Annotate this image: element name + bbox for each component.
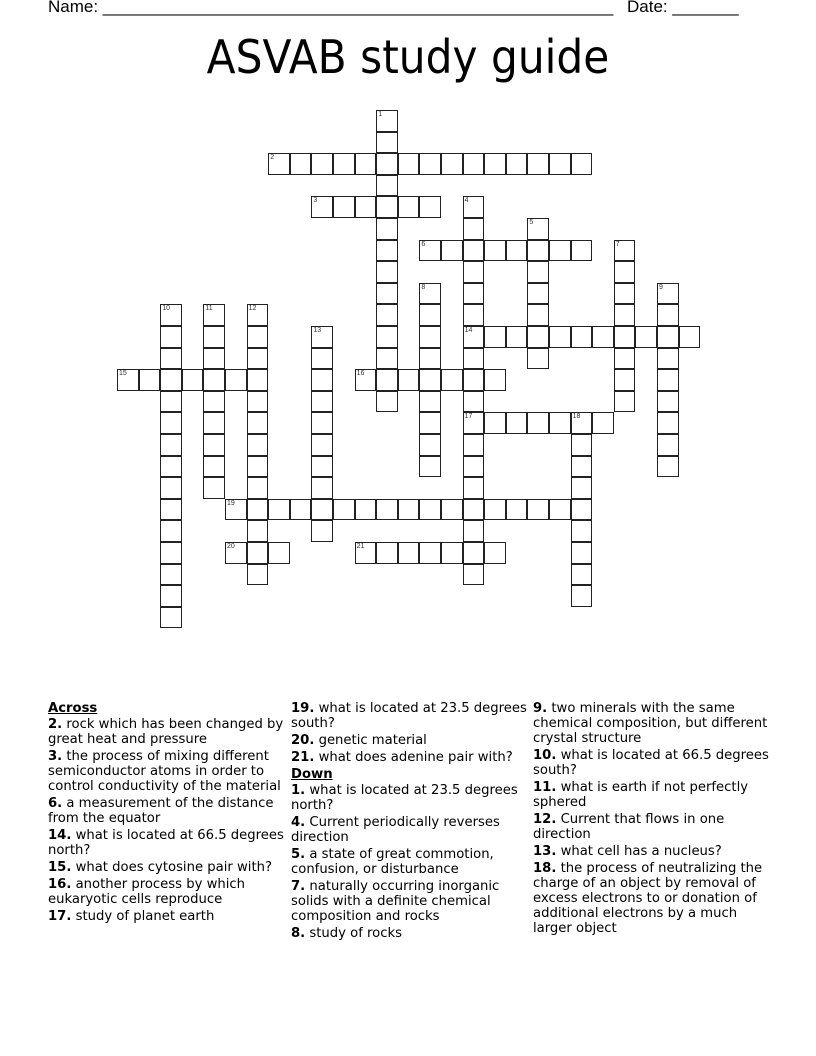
grid-cell[interactable] (549, 412, 571, 434)
grid-cell[interactable] (527, 261, 549, 283)
clue-item (291, 815, 527, 845)
clue-item (291, 750, 527, 765)
grid-cell[interactable] (160, 434, 182, 456)
clue-number: 2. (48, 717, 63, 732)
clue-number: 3 (313, 197, 318, 205)
grid-cell[interactable] (247, 326, 269, 348)
clue-number: 12. (533, 812, 557, 827)
grid-cell[interactable] (376, 153, 398, 175)
grid-cell[interactable] (311, 456, 333, 478)
clue-item (533, 701, 769, 746)
clue-item (48, 749, 284, 794)
clue-number: 5. (291, 847, 306, 862)
grid-cell[interactable] (376, 132, 398, 154)
across-clue-list (48, 717, 284, 924)
grid-cell[interactable] (419, 283, 441, 305)
grid-cell[interactable] (527, 326, 549, 348)
clue-text: what is located at 23.5 degrees north? (291, 783, 518, 813)
clue-item (291, 701, 527, 731)
across-clue-list-continued (291, 701, 527, 765)
grid-cell[interactable] (419, 240, 441, 262)
grid-cell[interactable] (463, 218, 485, 240)
grid-cell[interactable] (355, 153, 377, 175)
clue-number: 13. (533, 844, 557, 859)
clue-number: 9 (659, 283, 663, 291)
grid-cell[interactable] (290, 153, 312, 175)
clue-text: another process by which eukaryotic cells reproduce (48, 877, 245, 907)
clue-number: 18. (533, 861, 557, 876)
grid-cell[interactable] (527, 153, 549, 175)
grid-cell[interactable] (419, 434, 441, 456)
grid-cell[interactable] (571, 542, 593, 564)
grid-cell[interactable] (311, 196, 333, 218)
clue-number: 16. (48, 877, 72, 892)
clue-item (291, 926, 527, 941)
grid-cell[interactable] (311, 153, 333, 175)
grid-cell[interactable] (463, 369, 485, 391)
clue-item (48, 860, 284, 875)
grid-cell[interactable] (311, 348, 333, 370)
grid-cell[interactable] (247, 477, 269, 499)
grid-cell[interactable] (376, 175, 398, 197)
grid-cell[interactable] (203, 348, 225, 370)
grid-cell[interactable] (160, 391, 182, 413)
grid-cell[interactable] (571, 499, 593, 521)
clue-number: 4. (291, 815, 306, 830)
clue-number: 17 (464, 413, 473, 421)
grid-cell[interactable] (441, 499, 463, 521)
grid-cell[interactable] (463, 283, 485, 305)
clue-text: what cell has a nucleus? (556, 844, 722, 859)
clue-number: 7. (291, 879, 306, 894)
grid-cell[interactable] (527, 218, 549, 240)
grid-cell[interactable] (549, 240, 571, 262)
clue-number: 6. (48, 796, 63, 811)
grid-cell[interactable] (376, 542, 398, 564)
grid-cell[interactable] (311, 499, 333, 521)
grid-cell[interactable] (355, 369, 377, 391)
grid-cell[interactable] (441, 542, 463, 564)
grid-cell[interactable] (506, 153, 528, 175)
name-blank[interactable]: ______________________________________________________ (102, 0, 614, 16)
grid-cell[interactable] (419, 542, 441, 564)
grid-cell[interactable] (160, 585, 182, 607)
clue-number: 3. (48, 749, 63, 764)
grid-cell[interactable] (333, 196, 355, 218)
grid-cell[interactable] (527, 283, 549, 305)
grid-cell[interactable] (614, 348, 636, 370)
clue-number: 1. (291, 783, 306, 798)
grid-cell[interactable] (247, 434, 269, 456)
grid-cell[interactable] (311, 326, 333, 348)
clue-text: genetic material (314, 733, 427, 748)
grid-cell[interactable] (203, 456, 225, 478)
grid-cell[interactable] (117, 369, 139, 391)
grid-cell[interactable] (549, 153, 571, 175)
grid-cell[interactable] (376, 196, 398, 218)
grid-cell[interactable] (311, 477, 333, 499)
clue-number: 14 (464, 327, 473, 334)
grid-cell[interactable] (441, 153, 463, 175)
grid-cell[interactable] (657, 348, 679, 370)
grid-cell[interactable] (203, 304, 225, 326)
grid-cell[interactable] (527, 348, 549, 370)
grid-cell[interactable] (419, 326, 441, 348)
grid-cell[interactable] (419, 304, 441, 326)
grid-cell[interactable] (225, 499, 247, 521)
grid-cell[interactable] (527, 412, 549, 434)
grid-cell[interactable] (203, 434, 225, 456)
grid-cell[interactable] (463, 477, 485, 499)
grid-cell[interactable] (419, 348, 441, 370)
grid-cell[interactable] (160, 326, 182, 348)
clue-text: what does adenine pair with? (314, 750, 513, 765)
page-title: ASVAB study guide (206, 30, 610, 84)
grid-cell[interactable] (247, 369, 269, 391)
grid-cell[interactable] (355, 499, 377, 521)
clue-item (291, 733, 527, 748)
grid-cell[interactable] (527, 304, 549, 326)
clue-number: 20 (227, 543, 235, 550)
clue-number: 16 (356, 370, 365, 378)
grid-cell[interactable] (657, 369, 679, 391)
grid-cell[interactable] (419, 196, 441, 218)
clue-item (48, 717, 284, 747)
grid-cell[interactable] (679, 326, 701, 348)
grid-cell[interactable] (376, 261, 398, 283)
grid-cell[interactable] (549, 326, 571, 348)
grid-cell[interactable] (549, 499, 571, 521)
clue-number: 2 (270, 154, 275, 162)
clue-text: naturally occurring inorganic solids with a definite chemical composition and rocks (291, 879, 500, 924)
grid-cell[interactable] (463, 499, 485, 521)
grid-cell[interactable] (527, 240, 549, 262)
clue-number: 13 (313, 327, 322, 334)
clue-number: 15. (48, 860, 72, 875)
grid-cell[interactable] (484, 240, 506, 262)
grid-cell[interactable] (160, 499, 182, 521)
grid-cell[interactable] (614, 326, 636, 348)
grid-cell[interactable] (571, 434, 593, 456)
clue-number: 21. (291, 750, 315, 765)
clues-column-2 (291, 701, 527, 943)
clue-item (291, 879, 527, 924)
grid-cell[interactable] (463, 240, 485, 262)
clue-number: 19. (291, 701, 315, 716)
grid-cell[interactable] (160, 348, 182, 370)
clue-text: study of planet earth (71, 909, 215, 924)
grid-cell[interactable] (614, 369, 636, 391)
clue-text: what is located at 66.5 degrees south? (533, 748, 769, 778)
grid-cell[interactable] (441, 369, 463, 391)
clue-text: rock which has been changed by great heat and pressure (48, 717, 284, 747)
grid-cell[interactable] (484, 326, 506, 348)
grid-cell[interactable] (571, 520, 593, 542)
grid-cell[interactable] (571, 456, 593, 478)
grid-cell[interactable] (614, 261, 636, 283)
grid-cell[interactable] (160, 542, 182, 564)
clue-text: Current periodically reverses direction (291, 815, 500, 845)
grid-cell[interactable] (247, 542, 269, 564)
down-heading: Down (291, 767, 333, 782)
grid-cell[interactable] (441, 240, 463, 262)
grid-cell[interactable] (463, 304, 485, 326)
grid-cell[interactable] (311, 391, 333, 413)
grid-cell[interactable] (247, 412, 269, 434)
clue-text: what is earth if not perfectly sphered (533, 780, 749, 810)
grid-cell[interactable] (203, 326, 225, 348)
grid-cell[interactable] (419, 153, 441, 175)
clue-number: 20. (291, 733, 315, 748)
clue-text: a measurement of the distance from the equator (48, 796, 274, 826)
clue-item (533, 748, 769, 778)
grid-cell[interactable] (484, 369, 506, 391)
grid-cell[interactable] (355, 542, 377, 564)
grid-cell[interactable] (160, 607, 182, 629)
grid-cell[interactable] (463, 564, 485, 586)
grid-cell[interactable] (463, 391, 485, 413)
grid-cell[interactable] (160, 564, 182, 586)
grid-cell[interactable] (268, 542, 290, 564)
across-heading: Across (48, 701, 98, 716)
clue-number: 18 (572, 413, 581, 421)
clue-item (291, 783, 527, 813)
grid-cell[interactable] (160, 304, 182, 326)
clue-text: the process of mixing different semiconductor atoms in order to control conductivity of the material (48, 749, 281, 794)
grid-cell[interactable] (419, 456, 441, 478)
grid-cell[interactable] (506, 412, 528, 434)
grid-cell[interactable] (571, 477, 593, 499)
clues-column-3 (533, 701, 769, 938)
clue-number: 1 (378, 111, 383, 118)
grid-cell[interactable] (419, 499, 441, 521)
name-label: Name: (48, 0, 103, 16)
clue-number: 8. (291, 926, 306, 941)
grid-cell[interactable] (160, 477, 182, 499)
grid-cell[interactable] (311, 520, 333, 542)
grid-cell[interactable] (160, 520, 182, 542)
grid-cell[interactable] (592, 326, 614, 348)
clue-number: 10. (533, 748, 557, 763)
clue-number: 14. (48, 828, 72, 843)
grid-cell[interactable] (160, 456, 182, 478)
grid-cell[interactable] (247, 499, 269, 521)
clue-number: 19 (227, 499, 235, 507)
grid-cell[interactable] (592, 412, 614, 434)
grid-cell[interactable] (571, 240, 593, 262)
grid-cell[interactable] (376, 304, 398, 326)
grid-cell[interactable] (182, 369, 204, 391)
grid-cell[interactable] (376, 218, 398, 240)
grid-cell[interactable] (506, 240, 528, 262)
date-label: Date: (627, 0, 673, 16)
grid-cell[interactable] (614, 283, 636, 305)
clue-number: 15 (119, 370, 127, 378)
clue-item (533, 861, 769, 936)
clue-item (48, 828, 284, 858)
grid-cell[interactable] (203, 391, 225, 413)
grid-cell[interactable] (355, 196, 377, 218)
grid-cell[interactable] (657, 456, 679, 478)
grid-cell[interactable] (333, 499, 355, 521)
clue-text: two minerals with the same chemical composition, but different crystal structure (533, 701, 768, 746)
grid-cell[interactable] (311, 412, 333, 434)
grid-cell[interactable] (376, 369, 398, 391)
clue-item (533, 780, 769, 810)
clue-number: 11 (205, 305, 213, 313)
grid-cell[interactable] (247, 520, 269, 542)
grid-cell[interactable] (398, 499, 420, 521)
grid-cell[interactable] (376, 283, 398, 305)
grid-cell[interactable] (463, 434, 485, 456)
grid-cell[interactable] (160, 369, 182, 391)
grid-cell[interactable] (657, 434, 679, 456)
grid-cell[interactable] (484, 542, 506, 564)
grid-cell[interactable] (463, 326, 485, 348)
grid-cell[interactable] (463, 412, 485, 434)
grid-cell[interactable] (247, 456, 269, 478)
clue-text: study of rocks (305, 926, 403, 941)
down-clue-list (291, 783, 527, 941)
grid-cell[interactable] (225, 542, 247, 564)
grid-cell[interactable] (419, 412, 441, 434)
clue-number: 7 (615, 240, 620, 248)
grid-cell[interactable] (506, 499, 528, 521)
grid-cell[interactable] (614, 391, 636, 413)
grid-cell[interactable] (463, 261, 485, 283)
grid-cell[interactable] (506, 326, 528, 348)
grid-cell[interactable] (376, 110, 398, 132)
clue-item (291, 847, 527, 877)
clue-number: 10 (162, 305, 170, 313)
grid-cell[interactable] (463, 348, 485, 370)
grid-cell[interactable] (571, 326, 593, 348)
clue-item (48, 877, 284, 907)
grid-cell[interactable] (398, 542, 420, 564)
grid-cell[interactable] (311, 434, 333, 456)
grid-cell[interactable] (203, 477, 225, 499)
grid-cell[interactable] (268, 499, 290, 521)
grid-cell[interactable] (376, 240, 398, 262)
grid-cell[interactable] (571, 585, 593, 607)
grid-cell[interactable] (527, 499, 549, 521)
grid-cell[interactable] (635, 326, 657, 348)
grid-cell[interactable] (571, 564, 593, 586)
clue-text: what is located at 66.5 degrees north? (48, 828, 284, 858)
grid-cell[interactable] (160, 412, 182, 434)
clue-item (48, 909, 284, 924)
grid-cell[interactable] (398, 196, 420, 218)
grid-cell[interactable] (398, 153, 420, 175)
clue-number: 17. (48, 909, 72, 924)
grid-cell[interactable] (571, 412, 593, 434)
grid-cell[interactable] (376, 348, 398, 370)
clue-text: a state of great commotion, confusion, or disturbance (291, 847, 494, 877)
clue-number: 12 (248, 305, 257, 313)
grid-cell[interactable] (614, 240, 636, 262)
grid-cell[interactable] (247, 304, 269, 326)
grid-cell[interactable] (398, 369, 420, 391)
grid-cell[interactable] (419, 369, 441, 391)
grid-cell[interactable] (657, 391, 679, 413)
grid-cell[interactable] (268, 153, 290, 175)
clue-text: the process of neutralizing the charge of an object by removal of excess electrons to or donation of additional electrons by a much larger object (533, 861, 763, 936)
clue-number: 4 (464, 197, 469, 205)
grid-cell[interactable] (657, 304, 679, 326)
clue-number: 11. (533, 780, 557, 795)
grid-cell[interactable] (376, 499, 398, 521)
clue-text: Current that flows in one direction (533, 812, 725, 842)
grid-cell[interactable] (203, 369, 225, 391)
clue-number: 5 (529, 219, 534, 226)
grid-cell[interactable] (333, 153, 355, 175)
grid-cell[interactable] (225, 369, 247, 391)
grid-cell[interactable] (203, 412, 225, 434)
clue-item (533, 844, 769, 859)
grid-cell[interactable] (614, 304, 636, 326)
clue-item (48, 796, 284, 826)
clue-number: 6 (421, 240, 426, 248)
clue-number: 8 (421, 283, 426, 291)
grid-cell[interactable] (290, 499, 312, 521)
grid-cell[interactable] (657, 326, 679, 348)
grid-cell[interactable] (376, 326, 398, 348)
grid-cell[interactable] (247, 348, 269, 370)
grid-cell[interactable] (571, 153, 593, 175)
grid-cell[interactable] (657, 283, 679, 305)
grid-cell[interactable] (247, 391, 269, 413)
down-clue-list-continued (533, 701, 769, 936)
grid-cell[interactable] (657, 412, 679, 434)
grid-cell[interactable] (311, 369, 333, 391)
clue-text: what does cytosine pair with? (71, 860, 272, 875)
grid-cell[interactable] (484, 153, 506, 175)
clue-text: what is located at 23.5 degrees south? (291, 701, 527, 731)
clue-item (533, 812, 769, 842)
grid-cell[interactable] (139, 369, 161, 391)
grid-cell[interactable] (463, 153, 485, 175)
grid-cell[interactable] (484, 499, 506, 521)
clues-column-1 (48, 701, 284, 926)
grid-cell[interactable] (419, 391, 441, 413)
grid-cell[interactable] (463, 520, 485, 542)
grid-cell[interactable] (376, 391, 398, 413)
clue-number: 9. (533, 701, 548, 716)
grid-cell[interactable] (463, 196, 485, 218)
grid-cell[interactable] (463, 542, 485, 564)
date-blank[interactable]: _______ (672, 0, 739, 16)
grid-cell[interactable] (484, 412, 506, 434)
grid-cell[interactable] (463, 456, 485, 478)
clue-number: 21 (356, 543, 365, 550)
grid-cell[interactable] (247, 564, 269, 586)
